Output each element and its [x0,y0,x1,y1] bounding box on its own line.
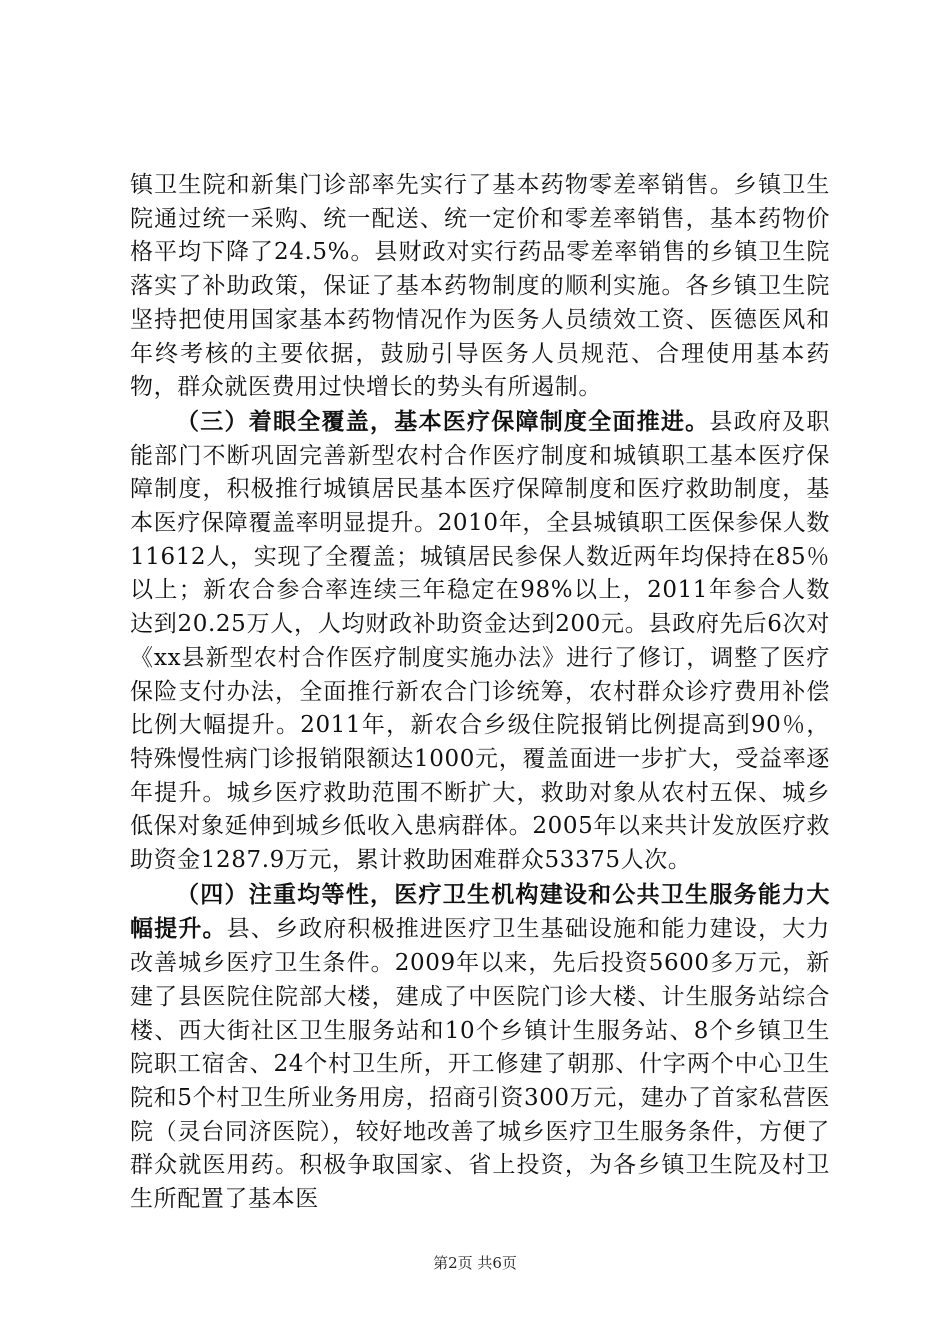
paragraph-2 [130,405,830,878]
page-number: 第2页 共6页 [433,1254,517,1272]
paragraph-3-text: 县、乡政府积极推进医疗卫生基础设施和能力建设，大力改善城乡医疗卫生条件。2009年以来，先后投资5600多万元，新建了县医院住院部大楼，建成了中医院门诊大楼、计生服务站综合楼、西大街社区卫生服务站和10个乡镇计生服务站、8个乡镇卫生院职工宿舍、24个村卫生所，开工修建了朝那、什字两个中心卫生院和5个村卫生所业务用房，招商引资300万元，建办了首家私营医院（灵台同济医院），较好地改善了城乡医疗卫生服务条件，方便了群众就医用药。积极争取国家、省上投资，为各乡镇卫生院及村卫生所配置了基本医 [130,916,831,1213]
paragraph-3 [130,878,830,1217]
paragraph-1-text: 镇卫生院和新集门诊部率先实行了基本药物零差率销售。乡镇卫生院通过统一采购、统一配送、统一定价和零差率销售，基本药物价格平均下降了24.5%。县财政对实行药品零差率销售的乡镇卫生院落实了补助政策，保证了基本药物制度的顺利实施。各乡镇卫生院坚持把使用国家基本药物情况作为医务人员绩效工资、医德医风和年终考核的主要依据，鼓励引导医务人员规范、合理使用基本药物，群众就医费用过快增长的势头有所遏制。 [130,172,830,401]
paragraph-3-lead: （四）注重均等性，医疗卫生机构建设和公共卫生服务能力大幅提升。 [130,880,830,943]
paragraph-2-text: 县政府及职能部门不断巩固完善新型农村合作医疗制度和城镇职工基本医疗保障制度，积极推行城镇居民基本医疗保障制度和医疗救助制度，基本医疗保障覆盖率明显提升。2010年，全县城镇职工医保参保人数11612人，实现了全覆盖；城镇居民参保人数近两年均保持在85％以上；新农合参合率连续三年稳定在98%以上，2011年参合人数达到20.25万人，人均财政补助资金达到200元。县政府先后6次对《xx县新型农村合作医疗制度实施办法》进行了修订，调整了医疗保险支付办法，全面推行新农合门诊统筹，农村群众诊疗费用补偿比例大幅提升。2011年，新农合乡级住院报销比例提高到90％，特殊慢性病门诊报销限额达1000元，覆盖面进一步扩大，受益率逐年提升。城乡医疗救助范围不断扩大，救助对象从农村五保、城乡低保对象延伸到城乡低收入患病群体。2005年以来共计发放医疗救助资金1287.9万元，累计救助困难群众53375人次。 [130,408,831,874]
paragraph-2-lead: （三）着眼全覆盖，基本医疗保障制度全面推进。 [176,407,710,435]
document-body [130,168,830,1217]
page-footer [0,1252,950,1273]
paragraph-1 [130,168,830,405]
